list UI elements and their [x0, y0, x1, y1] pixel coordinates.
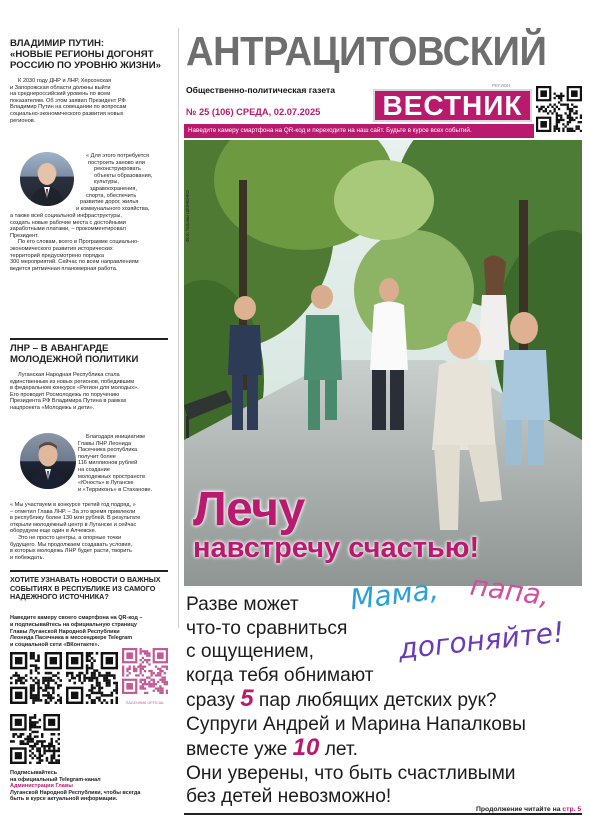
- title-line: ЛНР – В АВАНГАРДЕ: [10, 343, 109, 354]
- promo-text: [10, 615, 168, 649]
- text-line: в которых молодежь ЛНР будет расти, творить: [10, 548, 132, 555]
- text-line: спорта, обеспечить: [86, 192, 137, 199]
- text-line: построить заново или: [88, 159, 145, 166]
- text-line: открыли молодежный центр в Луганске и сейчас: [10, 521, 137, 528]
- promo-footer: [10, 770, 168, 803]
- text-line: культуры,: [94, 179, 119, 186]
- lede-line: без детей невозможно!: [186, 786, 392, 807]
- text-line: Пасечника республика: [78, 447, 138, 454]
- putin-quote: [76, 153, 168, 212]
- qr-code-official[interactable]: [122, 648, 168, 704]
- text-line: Благодаря инициативе: [86, 434, 146, 440]
- text-line: Президент.: [10, 232, 39, 239]
- title-line: СОБЫТИЯХ В РЕСПУБЛИКЕ ИЗ САМОГО: [10, 583, 156, 593]
- qr-prompt-bar: Наведите камеру смартфона на QR-код и переходите на наш сайт. Будьте в курсе всех событий.: [184, 124, 534, 138]
- text-line: Главы Луганской Народной Республики: [10, 628, 120, 635]
- lede-line: Супруги Андрей и Марина Напалковы: [186, 713, 526, 735]
- text-line: на среднероссийский уровень по всем: [10, 91, 111, 98]
- lede-fragment: лет.: [319, 739, 358, 760]
- lede-line: с ощущением,: [186, 641, 314, 662]
- title-line: ВЛАДИМИР ПУТИН:: [10, 38, 105, 49]
- text-line: создать новые рабочие места с достойными: [10, 219, 126, 226]
- text-line: нацпроекта «Молодежь и дети».: [10, 404, 95, 411]
- article-lnr-lead: [10, 372, 168, 412]
- text-line: Его проводит Росмолодежь по поручению: [10, 391, 120, 398]
- text-line: в республику более 130 млн рублей. В результате: [10, 515, 141, 522]
- text-line: и «Терриконъ» в Стаханове.: [78, 486, 153, 493]
- title-line: «НОВЫЕ РЕГИОНЫ ДОГОНЯТ: [10, 49, 154, 60]
- text-line: будущего. Мы продолжаем создавать условия,: [10, 541, 133, 548]
- text-line: Это не просто центры, а опорные точки: [18, 534, 122, 541]
- title-line: МОЛОДЕЖНОЙ ПОЛИТИКИ: [10, 354, 139, 365]
- promo-title: [10, 576, 168, 602]
- article-putin-tail: [10, 213, 168, 272]
- putin-photo: [20, 152, 74, 206]
- text-line: По его словам, всего в Программе социально-: [18, 239, 140, 246]
- text-line: и Запорожская области должны выйти: [10, 84, 111, 91]
- article-lnr-tail: [10, 502, 168, 561]
- column-divider: [178, 28, 179, 628]
- article-lnr-side: [78, 434, 168, 493]
- text-line: получит более: [78, 453, 116, 460]
- qr-code-vk[interactable]: [66, 652, 118, 704]
- region-mark: РЕГИОН: [492, 83, 511, 88]
- text-line: и социальной сети «ВКонтакте».: [10, 642, 100, 649]
- text-line: « Мы участвуем в конкурсе третий год подряд, »: [10, 502, 136, 508]
- newspaper-name-badge: ВЕСТНИК: [373, 89, 532, 122]
- text-line: социально-экономического развития новых: [10, 110, 124, 117]
- qr-code-telegram[interactable]: [10, 652, 62, 704]
- section-divider: [10, 338, 168, 340]
- text-line: на создание: [78, 466, 110, 473]
- text-line: Президента РФ Владимира Путина в рамках: [10, 398, 127, 405]
- headline-secondary: навстречу счастью!: [193, 532, 480, 564]
- section-divider: [10, 570, 168, 572]
- article-putin-lead: [10, 78, 168, 124]
- footer-rule: [184, 813, 582, 815]
- lede-line: [186, 687, 586, 713]
- text-line: в федеральном конкурсе «Регион для молодых».: [10, 385, 139, 392]
- text-line: единственным из новых регионов, победившим: [10, 378, 135, 385]
- text-line: а также всей социальной инфраструктуры,: [10, 213, 122, 219]
- text-line: показателям. Об этом заявил Президент РФ: [10, 97, 126, 104]
- lede-fragment: пар любящих детских рук?: [253, 690, 497, 711]
- lede-line: что-то сравниться: [186, 617, 348, 639]
- qr-code-admin-telegram[interactable]: [10, 714, 60, 764]
- text-line: быть в курсе актуальной информации.: [10, 796, 118, 803]
- lede-line: Они уверены, что быть счастливыми: [186, 762, 516, 784]
- text-line: заработными платами, – прокомментировал: [10, 226, 126, 233]
- headline-main: Лечу: [193, 483, 305, 536]
- text-line: « Для этого потребуется: [86, 153, 150, 159]
- text-line: ведется ритмичная планомерная работа.: [10, 265, 118, 272]
- article-putin-title: [10, 38, 168, 71]
- lede-line: Разве может: [186, 594, 299, 615]
- text-line: Администрации Главы: [10, 783, 73, 790]
- text-line: – отметил Глава ЛНР. – За это время привлекли: [10, 508, 136, 515]
- left-column: [10, 30, 168, 820]
- text-line: 116 миллионов рублей: [78, 460, 138, 467]
- text-line: экономического развития исторических: [10, 245, 113, 252]
- handwritten-papa: папа,: [468, 568, 552, 613]
- photo-credit: Фото Татьяны ШЕВЧЕНКО: [185, 190, 190, 242]
- text-line: и коммунального хозяйства,: [76, 205, 150, 212]
- newspaper-subtitle: Общественно-политическая газета: [186, 85, 335, 95]
- continue-text: Продолжение читайте на: [476, 806, 563, 813]
- text-line: и подписывайтесь на официальную страницу: [10, 621, 137, 628]
- qr-code-site[interactable]: [536, 86, 582, 132]
- lede-line: [186, 736, 586, 762]
- text-line: здравоохранения,: [90, 185, 138, 192]
- highlight-number: 10: [292, 734, 320, 761]
- text-line: Наведите камеру своего смартфона на QR-код –: [10, 615, 143, 621]
- newspaper-title: АНТРАЦИТОВСКИЙ: [186, 28, 547, 74]
- continue-note[interactable]: [476, 806, 581, 813]
- text-line: 300 мероприятий. Сейчас по всем направлениям: [10, 259, 139, 266]
- qr-official-label: ПАСЕЧНИК OFFICIAL: [125, 701, 165, 705]
- text-line: Владимир Путин на совещании по вопросам: [10, 104, 127, 111]
- handwritten-mama: Мама,: [348, 572, 441, 617]
- article-lnr-title: [10, 343, 168, 365]
- lede-line: когда тебя обнимают: [186, 664, 374, 686]
- title-line: РОССИЮ ПО УРОВНЮ ЖИЗНИ»: [10, 60, 161, 71]
- lede-fragment: вместе уже: [186, 739, 293, 760]
- handwritten-dogonyaite: догоняйте!: [396, 615, 566, 666]
- text-line: территорий предусмотрено порядка: [10, 252, 104, 259]
- lede-fragment: сразу: [186, 690, 241, 711]
- text-line: на официальный Telegram-канал: [10, 776, 101, 783]
- text-line: оборудуем еще один в Алчевске.: [10, 528, 97, 535]
- text-line: Главы ЛНР Леонида: [78, 440, 132, 447]
- text-line: и побеждать.: [10, 554, 45, 561]
- text-line: развитие дорог, жилья: [80, 199, 139, 206]
- text-line: «Юность» в Луганске: [78, 480, 134, 487]
- text-line: объекты образования,: [94, 172, 153, 179]
- text-line: К 2030 году ДНР и ЛНР, Херсонская: [18, 78, 112, 84]
- text-line: Леонида Пасечника в мессенджере Telegram: [10, 635, 133, 642]
- text-line: Луганская Народная Республика стала: [18, 372, 120, 378]
- continue-page: стр. 5: [562, 806, 582, 813]
- text-line: регионов.: [10, 117, 36, 124]
- issue-info: № 25 (106) СРЕДА, 02.07.2025: [186, 107, 321, 117]
- text-line: реконструировать: [94, 166, 141, 173]
- highlight-number: 5: [240, 685, 254, 712]
- pasechnik-photo: [20, 433, 76, 489]
- text-line: Подписывайтесь: [10, 770, 58, 776]
- text-line: молодежных пространств: [78, 473, 145, 480]
- title-line: ХОТИТЕ УЗНАВАТЬ НОВОСТИ О ВАЖНЫХ: [10, 575, 161, 584]
- title-line: НАДЕЖНОГО ИСТОЧНИКА?: [10, 592, 109, 602]
- text-line: Луганской Народной Республики, чтобы всегда: [10, 789, 141, 796]
